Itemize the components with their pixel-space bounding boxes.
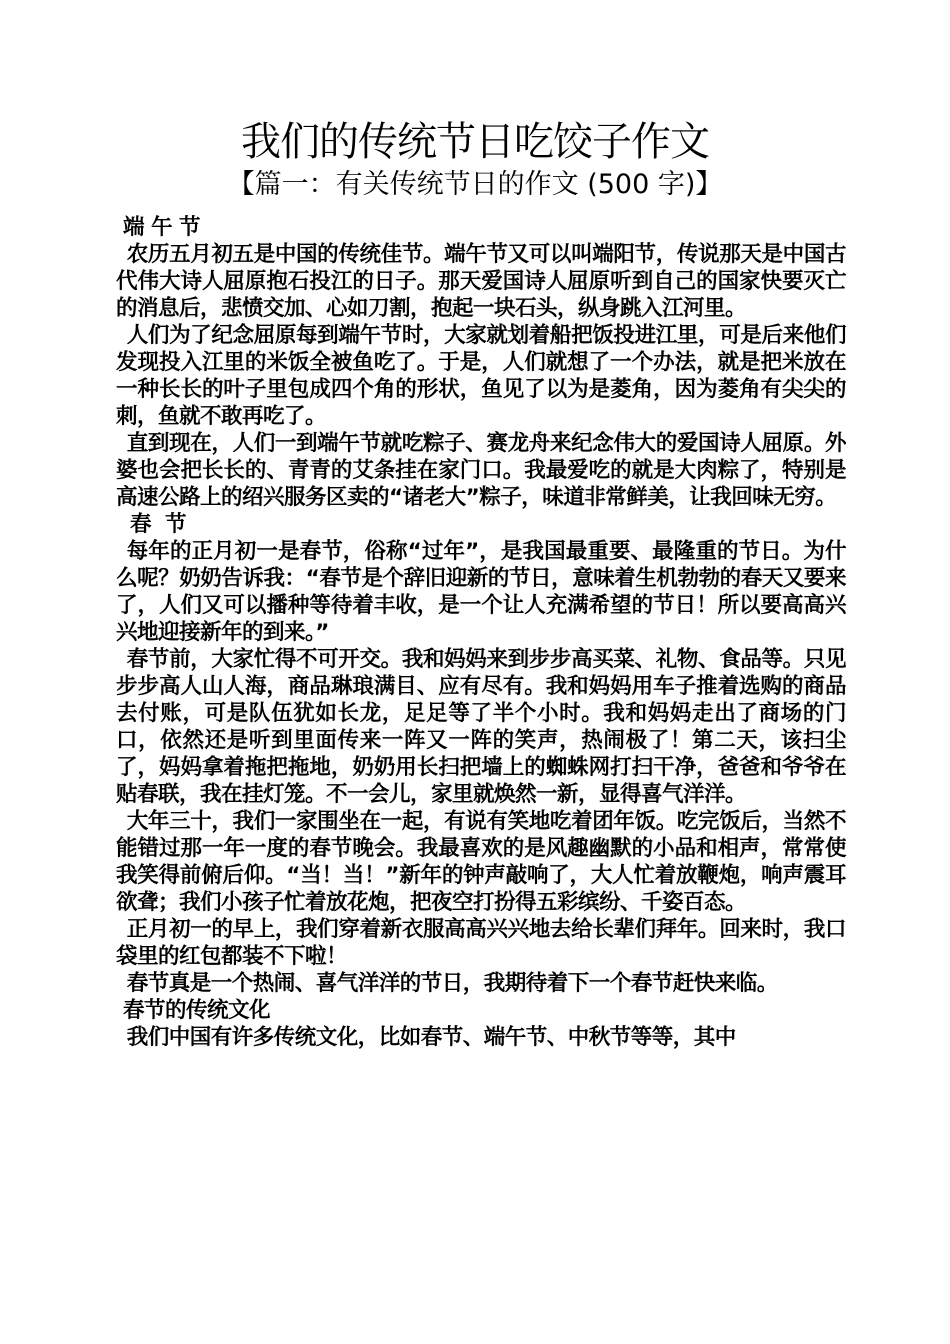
document-body xyxy=(116,214,846,1051)
document-title: 我们的传统节日吃饺子作文 xyxy=(241,119,709,165)
document-subtitle: 【篇一：有关传统节日的作文 (500 字)】 xyxy=(227,169,723,200)
paragraph: 正月初一的早上，我们穿着新衣服高高兴兴地去给长辈们拜年。回来时，我口袋里的红包都装不下啦！ xyxy=(116,917,846,969)
paragraph: 春节前，大家忙得不可开交。我和妈妈来到步步高买菜、礼物、食品等。只见步步高人山人海，商品琳琅满目、应有尽有。我和妈妈用车子推着选购的商品去付账，可是队伍犹如长龙，足足等了半个小时。我和妈妈走出了商场的门口，依然还是听到里面传来一阵又一阵的笑声，热闹极了！第二天，该扫尘了，妈妈拿着拖把拖地，奶奶用长扫把墙上的蜘蛛网打扫干净，爸爸和爷爷在贴春联，我在挂灯笼。不一会儿，家里就焕然一新，显得喜气洋洋。 xyxy=(116,647,846,807)
paragraph: 大年三十，我们一家围坐在一起，有说有笑地吃着团年饭。吃完饭后，当然不能错过那一年一度的春节晚会。我最喜欢的是风趣幽默的小品和相声，常常使我笑得前俯后仰。“当！当！”新年的钟声敲响了，大人忙着放鞭炮，响声震耳欲聋；我们小孩子忙着放花炮，把夜空打扮得五彩缤纷、千姿百态。 xyxy=(116,809,846,915)
paragraph: 农历五月初五是中国的传统佳节。端午节又可以叫端阳节，传说那天是中国古代伟大诗人屈原抱石投江的日子。那天爱国诗人屈原听到自己的国家快要灭亡的消息后，悲愤交加、心如刀割，抱起一块石头，纵身跳入江河里。 xyxy=(116,242,846,321)
paragraph: 每年的正月初一是春节，俗称“过年”，是我国最重要、最隆重的节日。为什么呢？奶奶告诉我：“春节是个辞旧迎新的节日，意味着生机勃勃的春天又要来了，人们又可以播种等待着丰收，是一个让人充满希望的节日！所以要高高兴兴地迎接新年的到来。” xyxy=(116,539,846,645)
section-heading-culture: 春节的传统文化 xyxy=(116,998,270,1023)
section-heading-duanwu: 端 午 节 xyxy=(116,215,200,240)
paragraph: 人们为了纪念屈原每到端午节时，大家就划着船把饭投进江里，可是后来他们发现投入江里的米饭全被鱼吃了。于是，人们就想了一个办法，就是把米放在一种长长的叶子里包成四个角的形状，鱼见了以为是菱角，因为菱角有尖尖的刺，鱼就不敢再吃了。 xyxy=(116,323,846,429)
section-heading-chunjie: 春 节 xyxy=(116,512,186,537)
paragraph: 我们中国有许多传统文化，比如春节、端午节、中秋节等等，其中 xyxy=(126,1025,736,1050)
paragraph: 春节真是一个热闹、喜气洋洋的节日，我期待着下一个春节赶快来临。 xyxy=(126,971,778,996)
paragraph: 直到现在，人们一到端午节就吃粽子、赛龙舟来纪念伟大的爱国诗人屈原。外婆也会把长长的、青青的艾条挂在家门口。我最爱吃的就是大肉粽了，特别是高速公路上的绍兴服务区卖的“诸老大”粽子，味道非常鲜美，让我回味无穷。 xyxy=(116,431,846,510)
